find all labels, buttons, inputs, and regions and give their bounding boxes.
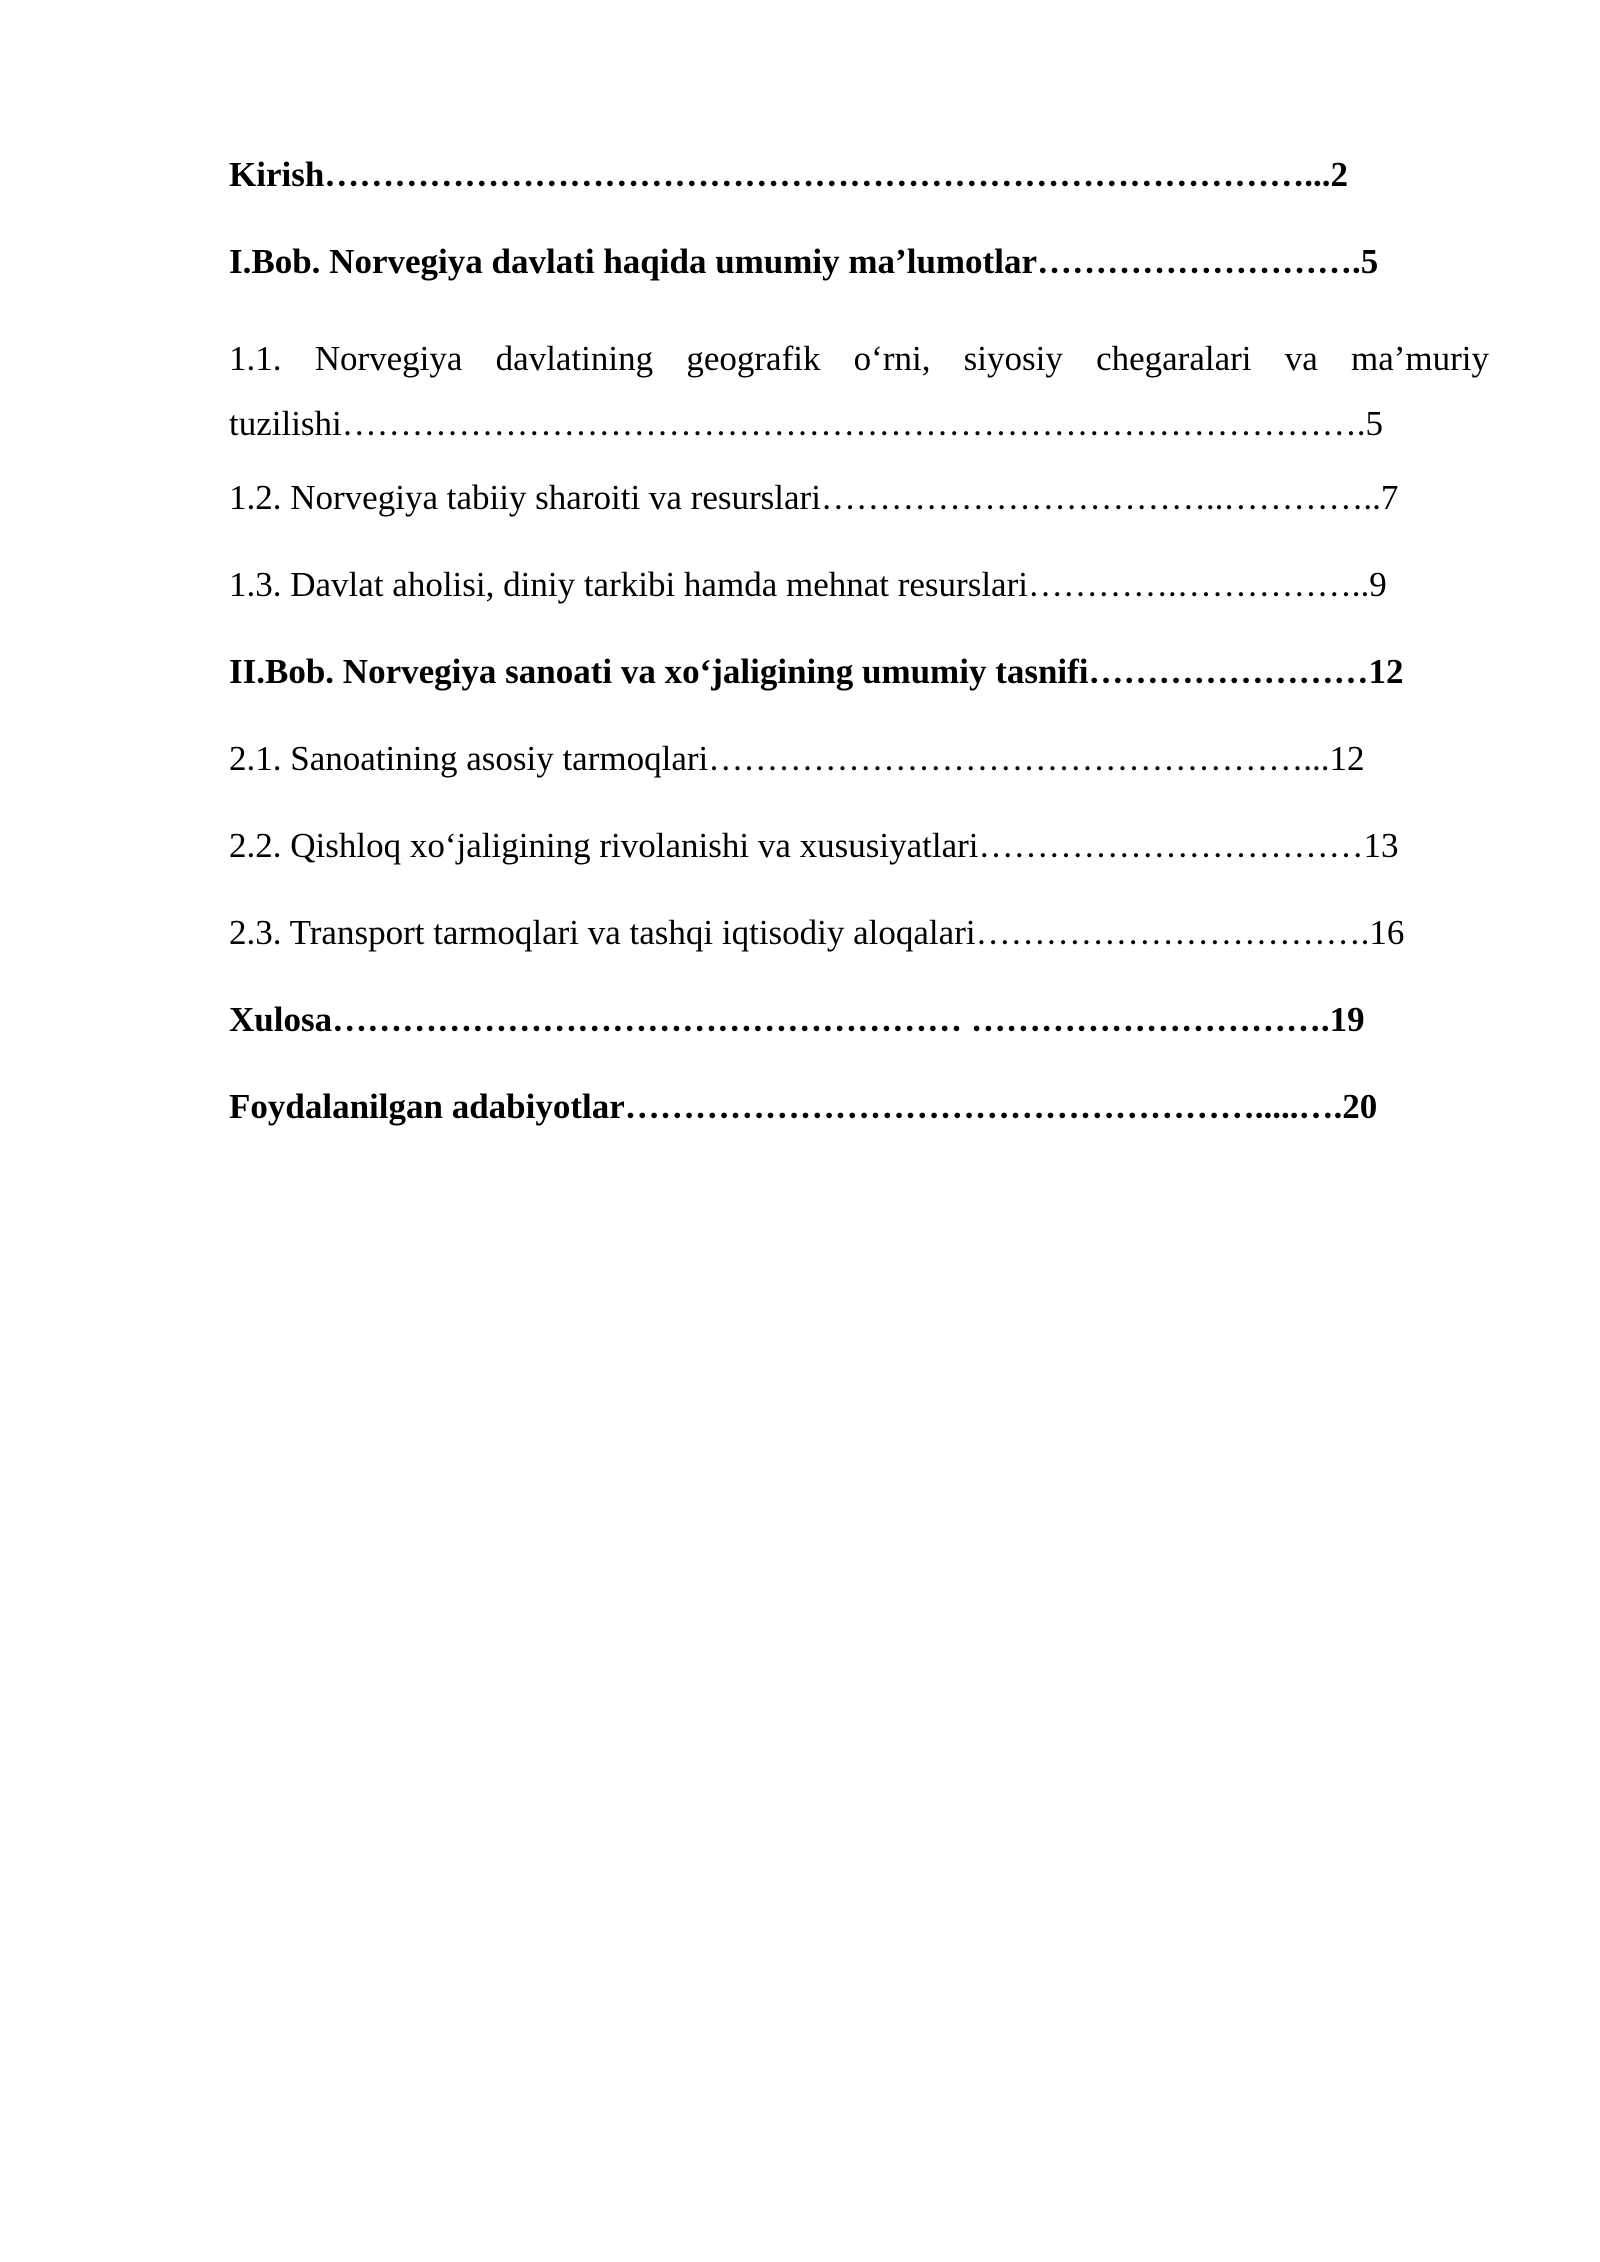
toc-entry-section-1-3: 1.3. Davlat aholisi, diniy tarkibi hamda mehnat resurslari………….……………..9 — [229, 565, 1387, 604]
toc-entry-section-2-3: 2.3. Transport tarmoqlari va tashqi iqtisodiy aloqalari…………………………….16 — [229, 913, 1405, 952]
toc-entry-chapter-1: I.Bob. Norvegiya davlati haqida umumiy ma’lumotlar……………………….5 — [229, 242, 1379, 281]
toc-entry-kirish: Kirish…………………………………………………………………………...2 — [229, 155, 1349, 194]
toc-entry-section-2-2: 2.2. Qishloq xo‘jaligining rivolanishi va xususiyatlari……………………………13 — [229, 826, 1399, 865]
toc-entry-chapter-2: II.Bob. Norvegiya sanoati va xo‘jaligining umumiy tasnifi……………………12 — [229, 652, 1404, 691]
toc-entry-section-1-1: 1.1. Norvegiya davlatining geografik o‘rni, siyosiy chegaralari va ma’muriy tuzilishi…………………………………………………………………………….5 — [229, 339, 1489, 443]
toc-entry-section-2-1: 2.1. Sanoatining asosiy tarmoqlari……………………………………………...12 — [229, 739, 1365, 778]
toc-entry-xulosa: Xulosa……………………………………………… ………………………….19 — [229, 1000, 1365, 1039]
table-of-contents — [229, 148, 1489, 1129]
toc-entry-adabiyotlar: Foydalanilgan adabiyotlar……………………………………………….....….20 — [229, 1087, 1378, 1126]
toc-entry-section-1-2: 1.2. Norvegiya tabiiy sharoiti va resurslari……………………………..…………..7 — [229, 478, 1399, 517]
